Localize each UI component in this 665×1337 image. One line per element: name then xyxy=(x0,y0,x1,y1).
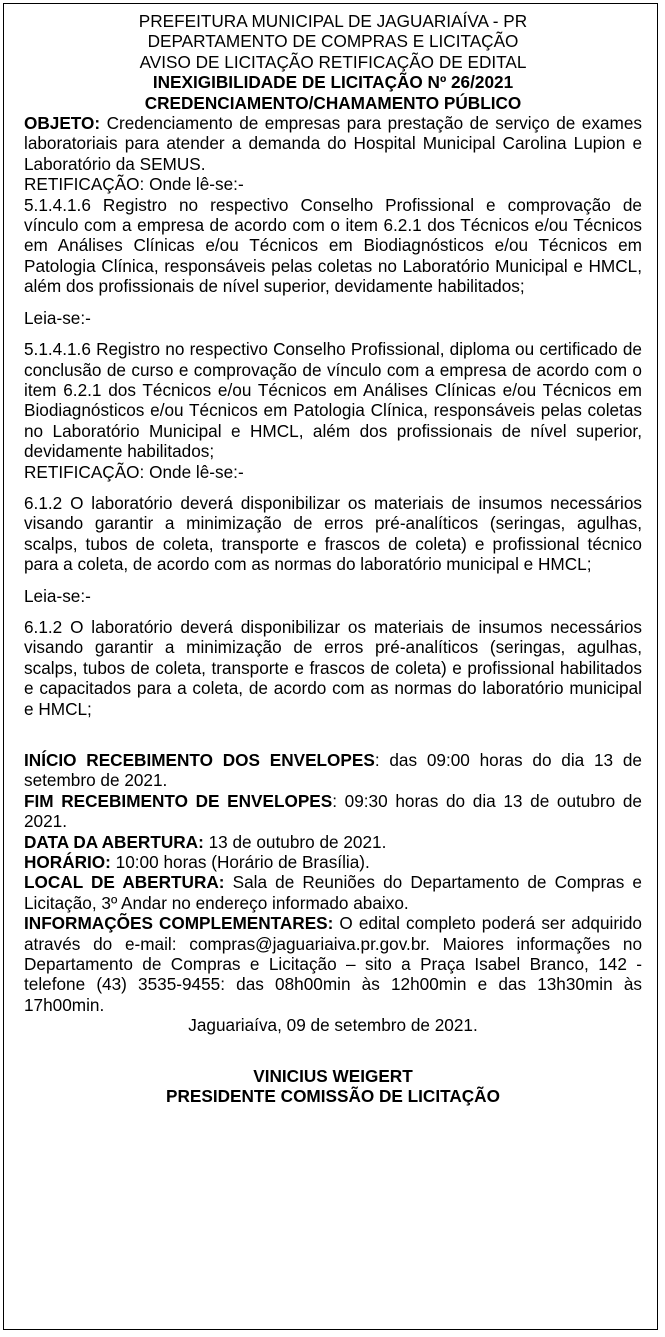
header-notice-type: AVISO DE LICITAÇÃO RETIFICAÇÃO DE EDITAL xyxy=(139,51,527,72)
retificacao1-leia-label: Leia-se:- xyxy=(24,307,91,328)
inicio-label: INÍCIO RECEBIMENTO DOS ENVELOPES xyxy=(24,750,375,770)
header-department: DEPARTAMENTO DE COMPRAS E LICITAÇÃO xyxy=(147,31,519,52)
objeto-label: OBJETO: xyxy=(24,113,101,134)
retificacao2-leia-label: Leia-se:- xyxy=(24,585,91,606)
retificacao1-onde-text: 5.1.4.1.6 Registro no respectivo Conselho Profissional e comprovação de vínculo com a empresa de acordo com o item 6.2.1 dos Técnicos e/ou Técnicos em Análises Clínicas e/ou Técnicos em Biodiagnósticos e/ou Técnicos em Patologia Clínica, responsáveis pelas coletas no Laboratório Municipal e HMCL, além dos profissionais de nível superior, devidamente habilitados; xyxy=(24,194,642,297)
retificacao2-onde-text: 6.1.2 O laboratório deverá disponibilizar os materiais de insumos necessários visando garantir a minimização de erros pré-analíticos (seringas, agulhas, scalps, tubos de coleta, transporte e frascos de coleta) e profissional técnico para a coleta, de acordo com as normas do laboratório municipal e HMCL; xyxy=(24,492,642,575)
header-block xyxy=(24,11,642,113)
horario xyxy=(24,852,642,872)
fim-label: FIM RECEBIMENTO DE ENVELOPES xyxy=(24,790,333,811)
inicio-recebimento xyxy=(24,750,642,791)
local-text: Sala de Reuniões do Departamento de Compras e Licitação, 3º Andar no endereço informado abaixo. xyxy=(24,872,642,913)
fim-text: : 09:30 horas do dia 13 de outubro de 2021. xyxy=(24,790,642,832)
inicio-text: : das 09:00 horas do dia 13 de setembro de 2021. xyxy=(24,750,642,791)
local-label: LOCAL DE ABERTURA: xyxy=(24,872,225,893)
retificacao1-heading: RETIFICAÇÃO: Onde lê-se:- xyxy=(24,174,244,195)
objeto-paragraph xyxy=(24,113,642,174)
informacoes-complementares xyxy=(24,913,642,1015)
edital-notice xyxy=(24,11,642,1107)
abertura-text: 13 de outubro de 2021. xyxy=(203,831,387,852)
header-process-type: CREDENCIAMENTO/CHAMAMENTO PÚBLICO xyxy=(144,92,522,113)
objeto-text: Credenciamento de empresas para prestação de serviço de exames laboratoriais para atender a demanda do Hospital Municipal Carolina Lupion e Laboratório da SEMUS. xyxy=(24,113,642,174)
signature-block xyxy=(24,1066,642,1107)
info-label: INFORMAÇÕES COMPLEMENTARES: xyxy=(24,913,334,934)
header-municipality: PREFEITURA MUNICIPAL DE JAGUARIAÍVA - PR xyxy=(138,11,528,31)
fim-recebimento xyxy=(24,791,642,832)
horario-text: 10:00 horas (Horário de Brasília). xyxy=(110,852,370,873)
info-text: O edital completo poderá ser adquirido através do e-mail: compras@jaguariaiva.pr.gov.br. Maiores informações no Departamento de Compras e Licitação – sito a Praça Isabel Branco, 142 - telefone (43) 3535-9455: das 08h00min às 12h00min e das 13h30min às 17h00min. xyxy=(24,913,642,1015)
signer-name: VINICIUS WEIGERT xyxy=(253,1065,413,1086)
signer-role: PRESIDENTE COMISSÃO DE LICITAÇÃO xyxy=(166,1086,500,1107)
place-date: Jaguariaíva, 09 de setembro de 2021. xyxy=(188,1015,478,1036)
local-abertura xyxy=(24,872,642,913)
retificacao2-leia-text: 6.1.2 O laboratório deverá disponibilizar os materiais de insumos necessários visando garantir a minimização de erros pré-analíticos (seringas, agulhas, scalps, tubos de coleta, transporte e frascos de coleta) e profissional habilitados e capacitados para a coleta, de acordo com as normas do laboratório municipal e HMCL; xyxy=(24,616,642,719)
abertura-label: DATA DA ABERTURA: xyxy=(24,831,204,852)
retificacao1-leia-text: 5.1.4.1.6 Registro no respectivo Conselho Profissional, diploma ou certificado de conclusão de curso e comprovação de vínculo com a empresa de acordo com o item 6.2.1 dos Técnicos e/ou Técnicos em Análises Clínicas e/ou Técnicos em Biodiagnósticos e/ou Técnicos em Patologia Clínica, responsáveis pelas coletas no Laboratório Municipal e HMCL, além dos profissionais de nível superior, devidamente habilitados; xyxy=(24,339,642,462)
data-abertura xyxy=(24,832,642,852)
retificacao2-heading: RETIFICAÇÃO: Onde lê-se:- xyxy=(24,461,244,482)
horario-label: HORÁRIO: xyxy=(24,852,111,873)
header-process-number: INEXIGIBILIDADE DE LICITAÇÃO Nº 26/2021 xyxy=(152,72,514,93)
